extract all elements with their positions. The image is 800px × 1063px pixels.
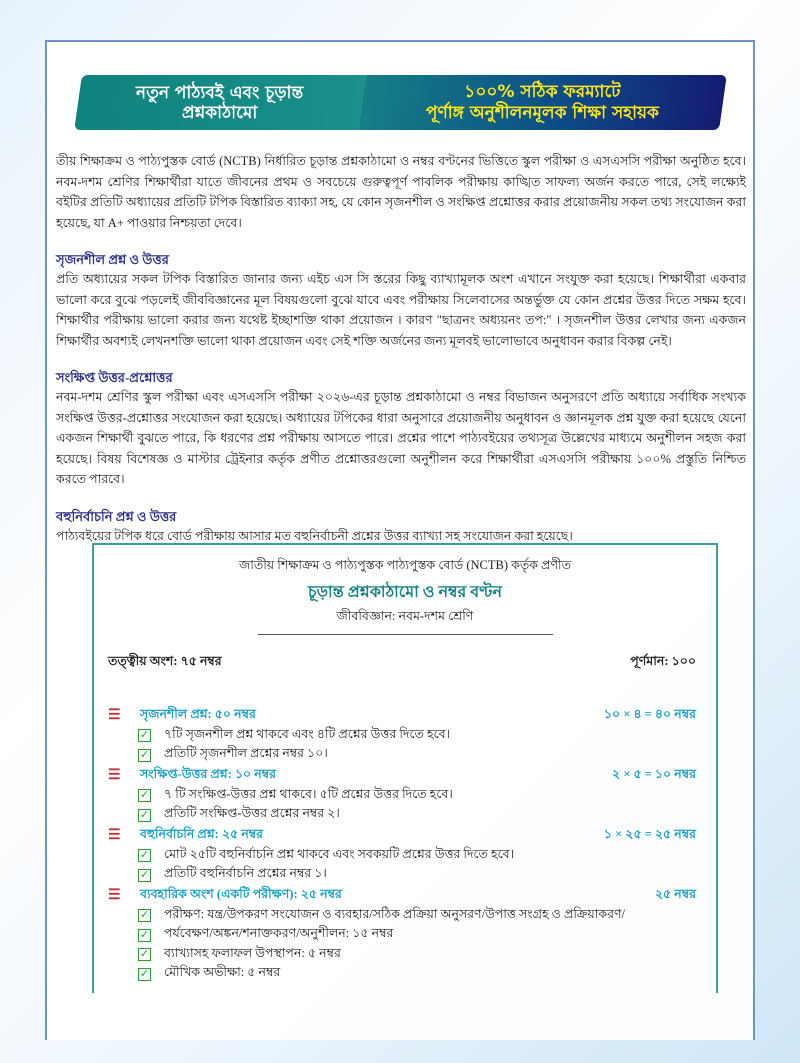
group-calc: ১ × ২৫ = ২৫ নম্বর <box>603 826 696 841</box>
banner-left-line1: নতুন পাঠ্যবই এবং চূড়ান্ত <box>136 82 304 103</box>
checkbox-icon: ✓ <box>139 867 150 881</box>
list-item <box>94 906 716 926</box>
item-text: মৌখিক অভীক্ষা: ৫ নম্বর <box>164 965 281 980</box>
group-calc: ১০ × ৪ = ৪০ নম্বর <box>603 706 696 721</box>
group-label: সৃজনশীল প্রশ্ন: ৫০ নম্বর <box>140 706 256 721</box>
box-authority: জাতীয় শিক্ষাক্রম ও পাঠ্যপুস্তক পাঠ্যপুস্তক বোর্ড (NCTB) কর্তৃক প্রণীত <box>239 558 571 572</box>
item-text: ব্যাখ্যাসহ ফলাফল উপস্থাপন: ৫ নম্বর <box>164 945 341 960</box>
list-item <box>94 786 716 806</box>
item-text: পরীক্ষণ: যন্ত্র/উপকরণ সংযোজন ও ব্যবহার/সঠিক প্রক্রিয়া অনুসরণ/উপাত্ত সংগ্রহ ও প্রক্রিয়াকরণ/ <box>164 906 625 921</box>
books-icon: ☰ <box>108 708 121 723</box>
intro-paragraph: তীয় শিক্ষাক্রম ও পাঠ্যপুস্তক বোর্ড (NCTB) নির্ধারিত চূড়ান্ত প্রশ্নকাঠামো ও নম্বর বণ্টনের ভিত্তিতে স্কুল পরীক্ষা ও এসএসসি পরীক্ষা অনুষ্ঠিত হবে। নবম-দশম শ্রেণির শিক্ষার্থীরা যাতে জীবনের প্রথম ও সবচেয়ে গুরুত্বপূর্ণ পাবলিক পরীক্ষায় কাঙ্খিত সাফল্য অর্জন করতে পারে, সেই লক্ষ্যেই বইটির প্রতিটি অধ্যায়ের প্রতিটি টপিক বিস্তারিত ব্যাক্যা সহ, যে কোন সৃজনশীল ও সংক্ষিপ্ত প্রশ্নোত্তর করার প্রয়োজনীয় সকল তথ্য সংযোজন করা হয়েছে, যা A+ পাওয়ার নিশ্চয়তা দেবে। <box>56 154 746 230</box>
section-heading: বহুনির্বাচনি প্রশ্ন ও উত্তর <box>56 508 177 524</box>
group-label: বহুনির্বাচনি প্রশ্ন: ২৫ নম্বর <box>140 826 264 841</box>
item-text: ৭ টি সংক্ষিপ্ত-উত্তর প্রশ্ন থাকবে। ৫টি প্রশ্নের উত্তর দিতে হবে। <box>164 786 453 801</box>
divider <box>258 634 553 635</box>
books-icon: ☰ <box>108 888 121 903</box>
list-item <box>94 926 716 946</box>
group-header <box>94 705 716 726</box>
group-calc: ২৫ নম্বর <box>654 886 696 901</box>
marks-distribution-box <box>92 543 718 993</box>
item-text: ৭টি সৃজনশীল প্রশ্ন থাকবে এবং ৪টি প্রশ্নের উত্তর দিতে হবে। <box>164 726 451 741</box>
list-item <box>94 846 716 866</box>
section-heading: সংক্ষিপ্ত উত্তর-প্রশ্নোত্তর <box>56 370 173 385</box>
box-title: চূড়ান্ত প্রশ্নকাঠামো ও নম্বর বণ্টন <box>308 584 502 601</box>
banner <box>74 75 727 130</box>
checkbox-icon: ✓ <box>139 927 150 941</box>
checkbox-icon: ✓ <box>139 807 150 821</box>
banner-right-line1: ১০০% সঠিক ফরম্যাটে <box>464 81 621 102</box>
group-label: সংক্ষিপ্ত-উত্তর প্রশ্ন: ১০ নম্বর <box>140 766 277 781</box>
group-calc: ২ × ৫ = ১০ নম্বর <box>611 766 696 781</box>
theory-marks: তত্ত্বীয় অংশ: ৭৫ নম্বর <box>108 654 222 668</box>
banner-left-line2: প্রশ্নকাঠামো <box>182 102 258 123</box>
section-heading: সৃজনশীল প্রশ্ন ও উত্তর <box>56 252 169 267</box>
item-text: প্রতিটি বহুনির্বাচনি প্রশ্নের নম্বর ১। <box>164 866 327 881</box>
list-item <box>94 746 716 766</box>
books-icon: ☰ <box>108 828 121 843</box>
section-text: প্রতি অধ্যায়ের সকল টপিক বিস্তারিত জানার জন্য এইচ এস সি স্তরের কিছু ব্যাখ্যামূলক অংশ এখানে সংযুক্ত করা হয়েছে। শিক্ষার্থীরা একবার ভালো করে বুঝে পড়লেই জীববিজ্ঞানের মূল বিষয়গুলো বুঝে যাবে এবং পরীক্ষায় সিলেবাসের অন্তর্ভুক্ত যে কোন প্রশ্নের উত্তর দিতে সক্ষম হবে। শিক্ষার্থীর পরীক্ষায় ভালো করার জন্য যথেষ্ট ইচ্ছাশক্তি থাকা প্রয়োজন । কারণ "ছাত্রনং অধ্যয়নং তপ:" । সৃজনশীল উত্তর লেখার জন্য একজন শিক্ষার্থীর অবশ্যই লেখনশক্তি ভালো থাকা প্রয়োজন এবং সেই শক্তি অর্জনের জন্য মূলবই ভালোভাবে অনুধাবন করার বিকল্প নেই। <box>56 272 746 348</box>
banner-left <box>74 75 366 130</box>
description <box>56 151 746 564</box>
group-header <box>94 825 716 846</box>
checkbox-icon: ✓ <box>139 947 150 961</box>
item-text: প্রতিটি সৃজনশীল প্রশ্নের নম্বর ১০। <box>164 746 328 761</box>
checkbox-icon: ✓ <box>139 728 150 742</box>
checkbox-icon: ✓ <box>139 908 150 922</box>
item-text: মোট ২৫টি বহুনির্বাচনি প্রশ্ন থাকবে এবং সবকয়টি প্রশ্নের উত্তর দিতে হবে। <box>164 846 515 861</box>
checkbox-icon: ✓ <box>139 966 150 980</box>
list-item <box>94 945 716 965</box>
checkbox-icon: ✓ <box>139 788 150 802</box>
list-item <box>94 726 716 746</box>
item-text: প্রতিটি সংক্ষিপ্ত-উত্তর প্রশ্নের নম্বর ২। <box>164 806 340 821</box>
group-header <box>94 765 716 786</box>
marks-groups <box>94 705 716 984</box>
list-item <box>94 806 716 826</box>
group-label: ব্যবহারিক অংশ (একটি পরীক্ষণ): ২৫ নম্বর <box>140 886 342 901</box>
section-text: পাঠ্যবইয়ের টপিক ধরে বোর্ড পরীক্ষায় আসার মত বহুনির্বাচনী প্রশ্নের উত্তর ব্যাখ্যা সহ সংযোজন করা হয়েছে। <box>56 528 573 543</box>
item-text: পর্যবেক্ষণ/অঙ্কন/শনাক্তকরণ/অনুশীলন: ১৫ নম্বর <box>164 926 394 941</box>
banner-right <box>358 75 727 130</box>
group-header <box>94 885 716 906</box>
list-item <box>94 866 716 886</box>
list-item <box>94 965 716 985</box>
banner-right-line2: পূর্ণাঙ্গ অনুশীলনমূলক শিক্ষা সহায়ক <box>425 102 659 123</box>
box-subtitle: জীববিজ্ঞান: নবম-দশম শ্রেণি <box>336 609 474 623</box>
section-text: নবম-দশম শ্রেণির স্কুল পরীক্ষা এবং এসএসসি পরীক্ষা ২০২৬-এর চূড়ান্ত প্রশ্নকাঠামো ও নম্বর বিভাজন অনুসরণে প্রতি অধ্যায়ে সর্বাধিক সংখ্যক সংক্ষিপ্ত উত্তর-প্রশ্নোত্তর সংযোজন করা হয়েছে। অধ্যায়ের টপিকের ধারা অনুসারে প্রয়োজনীয় অনুধাবন ও জ্ঞানমূলক প্রশ্ন যুক্ত করা হয়েছে যেনো একজন শিক্ষার্থী বুঝতে পারে, কি ধরণের প্রশ্ন পরীক্ষায় আসতে পারে। প্রশ্নের পাশে পাঠ্যবইয়ের তথ্যসূত্র উল্লেখের মাধ্যমে অনুশীলন সহজ করা হয়েছে। বিষয় বিশেষজ্ঞ ও মাস্টার ট্রেইনার কর্তৃক প্রণীত প্রশ্নোত্তরগুলো অনুশীলন করে শিক্ষার্থীরা এসএসসি পরীক্ষায় ১০০% প্রস্তুতি নিশ্চিত করতে পারবে। <box>56 390 746 486</box>
full-marks: পূর্ণমান: ১০০ <box>630 654 696 668</box>
checkbox-icon: ✓ <box>139 848 150 862</box>
books-icon: ☰ <box>108 768 121 783</box>
checkbox-icon: ✓ <box>139 747 150 761</box>
